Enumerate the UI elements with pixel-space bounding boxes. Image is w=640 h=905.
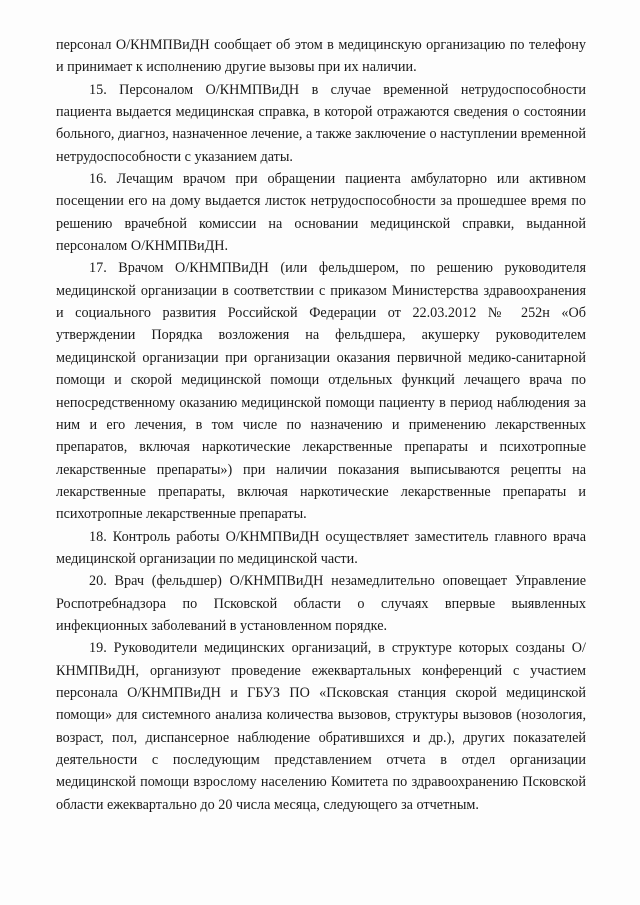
paragraph-17: 17. Врачом О/КНМПВиДН (или фельдшером, по решению руководителя медицинской организации в соответствии с приказом Министерства здравоохранения и социального развития Российской Федерации от 22.03.2012 № 252н «Об утверждении Порядка возложения на фельдшера, акушерку руководителем медицинской организации при организации оказания первичной медико-санитарной помощи и скорой медицинской помощи отдельных функций лечащего врача по непосредственному оказанию медицинской помощи пациенту в период наблюдения за ним и его лечения, в том числе по назначению и применению лекарственных препаратов, включая наркотические лекарственные препараты и психотропные лекарственные препараты») при наличии показания выписываются рецепты на лекарственные препараты, включая наркотические лекарственные препараты и психотропные лекарственные препараты.: [56, 260, 586, 523]
paragraph-continuation: персонал О/КНМПВиДН сообщает об этом в медицинскую организацию по телефону и принимает к исполнению другие вызовы при их наличии.: [56, 37, 586, 76]
paragraph-20: 20. Врач (фельдшер) О/КНМПВиДН незамедлительно оповещает Управление Роспотребнадзора по Псковской области о случаях впервые выявленных инфекционных заболеваний в установленном порядке.: [56, 573, 586, 634]
paragraph-18: 18. Контроль работы О/КНМПВиДН осуществляет заместитель главного врача медицинской организации по медицинской части.: [56, 528, 586, 567]
paragraph-15: 15. Персоналом О/КНМПВиДН в случае временной нетрудоспособности пациента выдается медицинская справка, в которой отражаются сведения о состоянии больного, диагноз, назначенное лечение, а также заключение о наступлении временной нетрудоспособности с указанием даты.: [56, 81, 586, 165]
document-body: [56, 34, 586, 816]
paragraph-19: 19. Руководители медицинских организаций, в структуре которых созданы О/КНМПВиДН, организуют проведение ежеквартальных конференций с участием персонала О/КНМПВиДН и ГБУЗ ПО «Псковская станция скорой медицинской помощи» для системного анализа количества вызовов, структуры вызовов (нозология, возраст, пол, диспансерное наблюдение обратившихся и др.), других показателей деятельности с последующим представлением отчета в отдел организации медицинской помощи взрослому населению Комитета по здравоохранению Псковской области ежеквартально до 20 числа месяца, следующего за отчетным.: [56, 640, 586, 813]
paragraph-16: 16. Лечащим врачом при обращении пациента амбулаторно или активном посещении его на дому выдается листок нетрудоспособности за прошедшее время по решению врачебной комиссии на основании медицинской справки, выданной персоналом О/КНМПВиДН.: [56, 171, 586, 255]
